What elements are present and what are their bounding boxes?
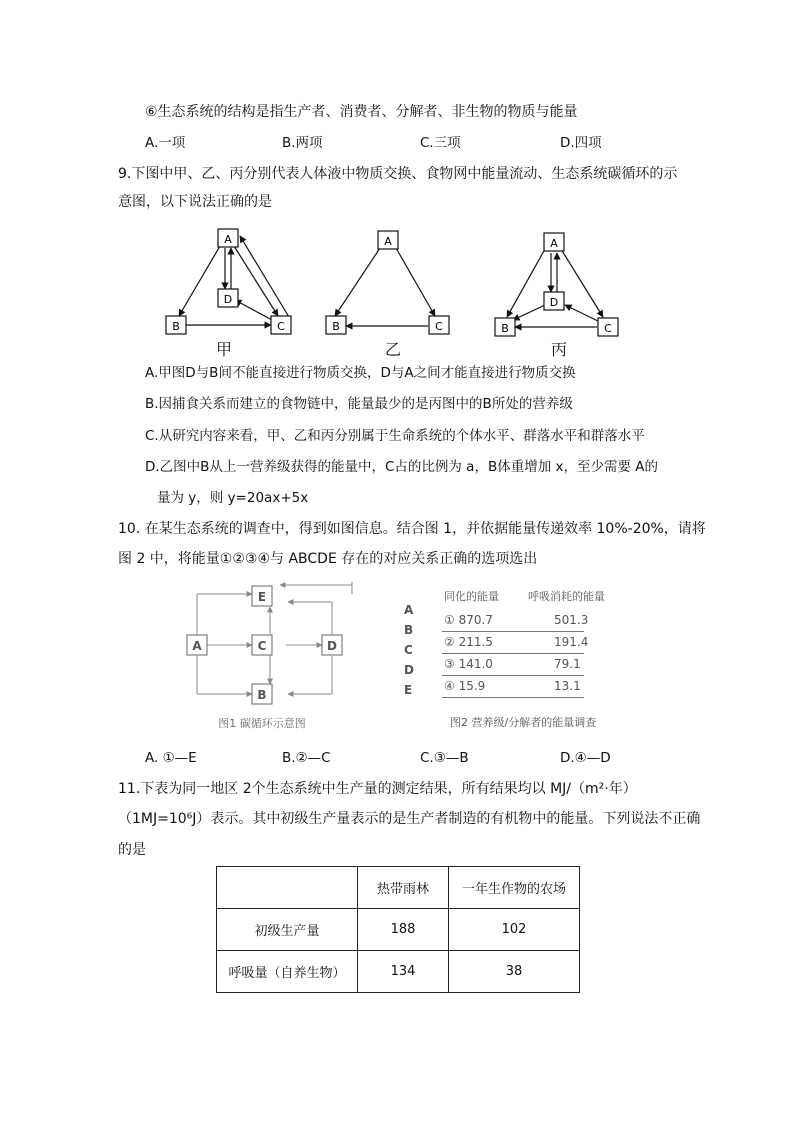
q8-option-b: B.两项 [282,135,323,151]
fig2-row: ④ 15.9 13.1 [442,678,584,698]
table-row [217,951,580,993]
bing-node-a [544,233,564,251]
fig1-caption: 图1 碳循环示意图 [218,717,306,730]
q10-option-d: D.④—D [560,750,611,766]
jia-node-a [218,229,238,247]
svg-text:B: B [332,320,340,333]
q10-option-a: A. ①—E [145,750,197,766]
fig1-node-b [252,684,272,704]
q8-option-a: A.一项 [145,135,186,151]
svg-text:C: C [435,320,443,333]
fig2-row: ① 870.7 501.3 [442,612,584,632]
table-header-cell [217,867,358,909]
q10-option-c: C.③—B [420,750,469,766]
fig1-node-d [322,635,342,655]
q9-stem-line2: 意图，以下说法正确的是 [118,194,272,210]
jia-node-c [271,316,291,334]
svg-text:E: E [257,590,267,604]
fig2-header-respiration: 呼吸消耗的能量 [528,590,605,603]
svg-text:B: B [257,688,267,702]
diagram-jia [179,236,289,325]
q9-option-d: D.乙图中B从上一营养级获得的能量中，C占的比例为 a，B体重增加 x，至少需要 A的 [145,459,659,475]
fig2-caption: 图2 营养级/分解者的能量调查 [450,716,597,729]
table-header-row [217,867,580,909]
svg-text:D: D [549,296,559,309]
table-cell: 134 [358,951,449,993]
diagram-yi [335,248,435,326]
table-header-cell: 热带雨林 [358,867,449,909]
table-row [217,909,580,951]
svg-text:A: A [550,237,558,250]
bing-node-d [544,292,564,310]
q11-stem-line2: （1MJ=10⁶J）表示。其中初级生产量表示的是生产者制造的有机物中的能量。下列说法不正确 [118,811,701,827]
svg-text:C: C [604,322,612,335]
diagram-caption-jia: 甲 [216,340,233,359]
jia-node-d [218,289,238,307]
q11-stem-line1: 11.下表为同一地区 2个生态系统中生产量的测定结果，所有结果均以 MJ/（m²·年） [118,781,637,797]
svg-text:C: C [257,639,267,653]
diagram-bing [507,249,603,327]
fig2-row: ② 211.5 191.4 [442,634,584,654]
q10-figure-2 [400,586,620,736]
svg-text:D: D [327,639,337,653]
q10-figure-1 [180,582,370,737]
svg-text:A: A [224,233,232,246]
q9-option-c: C.从研究内容来看，甲、乙和丙分别属于生命系统的个体水平、群落水平和群落水平 [145,428,645,444]
jia-node-b [166,316,186,334]
q8-option-d: D.四项 [560,135,602,151]
fig1-node-a [187,635,207,655]
yi-node-b [326,316,346,334]
bing-node-c [598,318,618,336]
svg-text:B: B [501,322,509,335]
q11-stem-line3: 的是 [118,842,146,858]
fig2-header-assimilated: 同化的能量 [444,590,499,603]
table-cell: 初级生产量 [217,909,358,951]
bing-node-b [495,318,515,336]
svg-text:D: D [223,293,233,306]
table-cell: 呼吸量（自养生物） [217,951,358,993]
yi-node-a [378,231,398,249]
q8-option-c: C.三项 [420,135,461,151]
diagram-caption-yi: 乙 [385,340,402,359]
table-header-cell: 一年生作物的农场 [449,867,580,909]
diagram-caption-bing: 丙 [551,340,568,359]
svg-text:A: A [384,235,392,248]
q11-table [216,866,580,993]
q9-option-a: A.甲图D与B间不能直接进行物质交换，D与A之间才能直接进行物质交换 [145,365,576,381]
fig2-row: ③ 141.0 79.1 [442,656,584,676]
q9-option-d-cont: 量为 y，则 y=20ax+5x [157,490,309,506]
q10-option-b: B.②—C [282,750,331,766]
svg-text:C: C [277,320,285,333]
table-cell: 38 [449,951,580,993]
q10-stem-line1: 10. 在某生态系统的调查中，得到如图信息。结合图 1，并依据能量传递效率 10%-20%，请将 [118,521,706,537]
yi-node-c [429,316,449,334]
q10-stem-line2: 图 2 中，将能量①②③④与 ABCDE 存在的对应关系正确的选项选出 [118,551,538,567]
fig1-node-e [252,586,272,606]
q8-statement-6: ⑥生态系统的结构是指生产者、消费者、分解者、非生物的物质与能量 [145,104,578,120]
q9-option-b: B.因捕食关系而建立的食物链中，能量最少的是丙图中的B所处的营养级 [145,396,573,412]
q9-stem-line1: 9.下图中甲、乙、丙分别代表人体液中物质交换、食物网中能量流动、生态系统碳循环的示 [118,166,678,182]
table-cell: 188 [358,909,449,951]
fig1-node-c [252,635,272,655]
table-cell: 102 [449,909,580,951]
svg-text:B: B [172,320,180,333]
svg-text:A: A [192,639,202,653]
fig2-letters: A B C D E [404,603,414,697]
